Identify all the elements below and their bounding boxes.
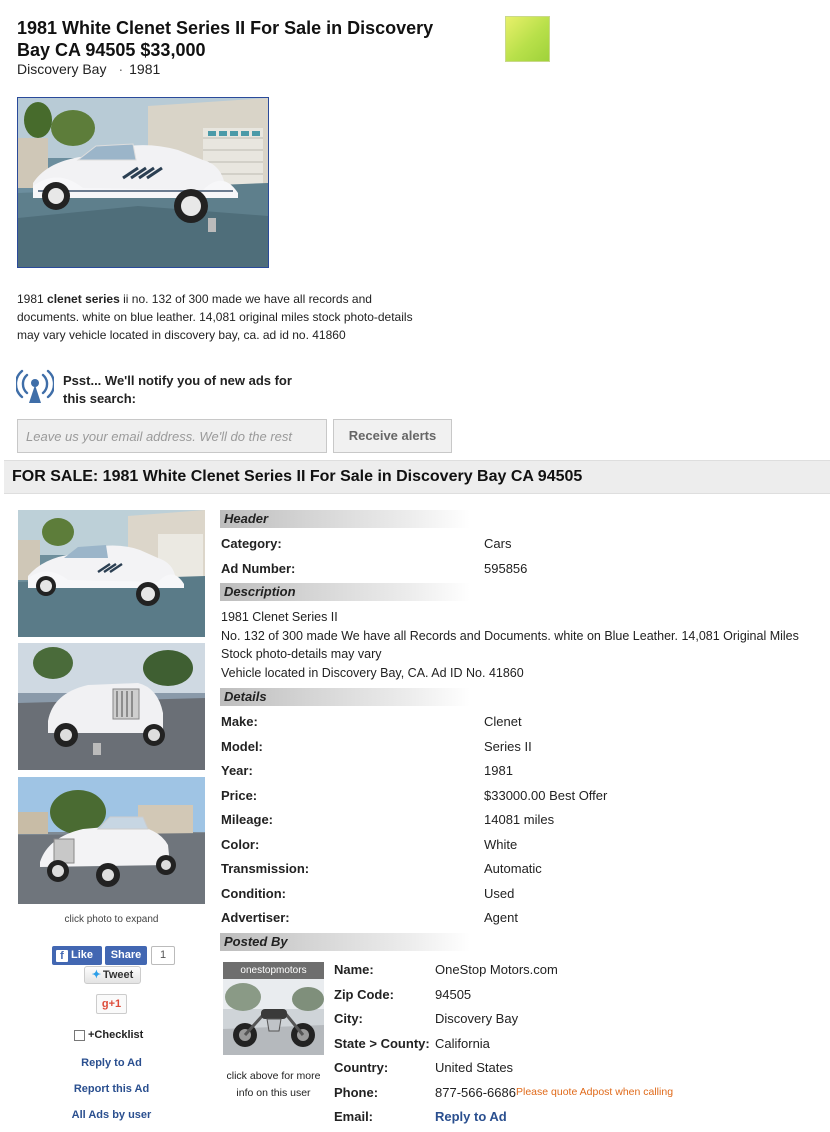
poster-photo-caption: click above for more info on this user xyxy=(226,1070,321,1099)
description-line: 1981 Clenet Series II xyxy=(221,610,338,624)
subline-separator: · xyxy=(118,61,124,77)
ad-year: 1981 xyxy=(129,61,161,77)
transmission-label: Transmission: xyxy=(221,861,310,876)
advertiser-value: Agent xyxy=(484,910,518,925)
section-description-title: Description xyxy=(220,583,470,601)
mileage-value: 14081 miles xyxy=(484,812,555,827)
description-line: Vehicle located in Discovery Bay, CA. Ad ID No. 41860 xyxy=(221,665,524,680)
year-value: 1981 xyxy=(484,763,513,778)
thumbnail-photo-3[interactable] xyxy=(18,777,205,904)
model-value: Series II xyxy=(484,739,532,754)
ad-description xyxy=(221,608,826,682)
report-ad-link[interactable]: Report this Ad xyxy=(73,1083,150,1095)
year-label: Year: xyxy=(221,763,253,778)
color-swatch-image xyxy=(505,16,550,62)
zip-code-label: Zip Code: xyxy=(334,987,394,1002)
state-county-label: State > County: xyxy=(334,1036,430,1051)
checklist-checkbox[interactable] xyxy=(74,1030,85,1041)
twitter-bird-icon: ✦ xyxy=(91,969,101,981)
expand-photo-hint: click photo to expand xyxy=(64,914,159,925)
email-reply-link[interactable]: Reply to Ad xyxy=(435,1109,507,1124)
mileage-label: Mileage: xyxy=(221,812,274,827)
facebook-icon: f xyxy=(56,950,68,962)
state-county-value: California xyxy=(435,1036,490,1051)
ad-number-label: Ad Number: xyxy=(221,561,296,576)
facebook-share-button[interactable]: Share xyxy=(105,946,147,965)
receive-alerts-button[interactable]: Receive alerts xyxy=(333,419,452,453)
section-header-title: Header xyxy=(220,510,470,528)
transmission-value: Automatic xyxy=(484,861,542,876)
phone-note: Please quote Adpost when calling xyxy=(516,1086,674,1098)
tweet-button[interactable]: ✦ Tweet xyxy=(84,966,141,984)
ad-title: 1981 White Clenet Series II For Sale in Discovery Bay CA 94505 $33,000 xyxy=(17,18,434,60)
color-value: White xyxy=(484,837,518,852)
checklist-toggle[interactable]: +Checklist xyxy=(74,1029,143,1041)
thumbnail-photo-2[interactable] xyxy=(18,643,205,770)
all-ads-by-user-link[interactable]: All Ads by user xyxy=(71,1109,152,1121)
for-sale-heading: FOR SALE: 1981 White Clenet Series II For Sale in Discovery Bay CA 94505 xyxy=(4,460,830,494)
make-label: Make: xyxy=(221,714,258,729)
thumbnail-photo-1[interactable] xyxy=(18,510,205,637)
phone-label: Phone: xyxy=(334,1085,379,1100)
color-label: Color: xyxy=(221,837,260,852)
ad-subline xyxy=(17,61,160,77)
phone-value: 877-566-6686 xyxy=(435,1085,516,1100)
reply-to-ad-link[interactable]: Reply to Ad xyxy=(81,1057,142,1069)
description-line: Stock photo-details may vary xyxy=(221,647,382,661)
ad-summary: 1981 clenet series ii no. 132 of 300 made we have all records and documents. white on blue leather. 14,081 original miles stock photo-details may vary vehicle located in discovery bay, ca. ad id no. 41860 xyxy=(17,292,413,342)
category-label: Category: xyxy=(221,536,282,551)
poster-name-value: OneStop Motors.com xyxy=(435,962,558,977)
city-value: Discovery Bay xyxy=(435,1011,519,1026)
model-label: Model: xyxy=(221,739,263,754)
condition-value: Used xyxy=(484,886,515,901)
ad-number-value: 595856 xyxy=(484,561,528,576)
city-label: City: xyxy=(334,1011,363,1026)
section-posted-by-title: Posted By xyxy=(220,933,470,951)
poster-avatar[interactable] xyxy=(223,979,324,1055)
price-label: Price: xyxy=(221,788,258,803)
google-plus-button[interactable]: g+1 xyxy=(96,994,127,1014)
country-value: United States xyxy=(435,1060,514,1075)
summary-keyword: clenet series xyxy=(47,292,120,306)
email-label: Email: xyxy=(334,1109,374,1124)
price-value: $33000.00 Best Offer xyxy=(484,788,608,803)
broadcast-alert-icon xyxy=(16,369,54,403)
ad-location: Discovery Bay xyxy=(17,61,107,77)
poster-username[interactable]: onestopmotors xyxy=(223,962,324,979)
facebook-like-button[interactable]: f Like xyxy=(52,946,102,965)
make-value: Clenet xyxy=(484,714,522,729)
zip-code-value: 94505 xyxy=(435,987,472,1002)
alert-email-input[interactable] xyxy=(17,419,327,453)
section-details-title: Details xyxy=(220,688,470,706)
main-car-photo[interactable] xyxy=(17,97,269,268)
category-value: Cars xyxy=(484,536,512,551)
condition-label: Condition: xyxy=(221,886,286,901)
country-label: Country: xyxy=(334,1060,389,1075)
advertiser-label: Advertiser: xyxy=(221,910,290,925)
poster-name-label: Name: xyxy=(334,962,374,977)
share-count: 1 xyxy=(151,946,175,965)
alert-message: Psst... We'll notify you of new ads for this search: xyxy=(63,373,292,406)
description-line: No. 132 of 300 made We have all Records and Documents. white on Blue Leather. 14,081 Original Miles xyxy=(221,628,799,643)
